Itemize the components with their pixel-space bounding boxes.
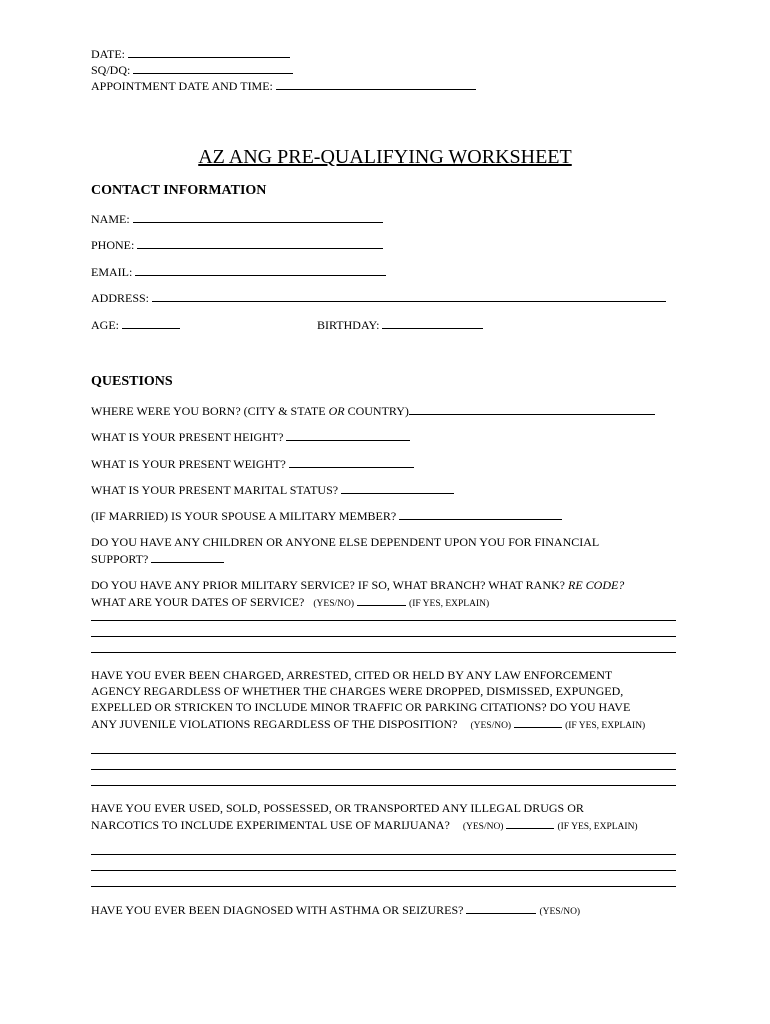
asthma-yesno: (YES/NO) [539, 907, 581, 917]
height-field[interactable] [286, 429, 410, 441]
drugs-question-line2 [91, 817, 638, 834]
military-yesno: (YES/NO) [313, 599, 355, 609]
questions-heading: QUESTIONS [91, 374, 173, 389]
appointment-row [91, 78, 476, 93]
height-question [91, 429, 410, 444]
sqdq-field[interactable] [133, 62, 293, 74]
military-explain-line-2[interactable] [91, 636, 676, 637]
asthma-question [91, 902, 580, 919]
law-text-4: ANY JUVENILE VIOLATIONS REGARDLESS OF THE DISPOSITION? [91, 717, 458, 731]
children-question-line1 [91, 535, 599, 549]
appointment-field[interactable] [276, 78, 476, 90]
born-text-post: COUNTRY) [344, 404, 409, 418]
military-yesno-field[interactable] [357, 594, 406, 606]
law-explain-line-2[interactable] [91, 769, 676, 770]
date-label: DATE: [91, 47, 125, 61]
drugs-question-line1 [91, 801, 584, 815]
law-if-yes: (IF YES, EXPLAIN) [565, 721, 646, 731]
military-question-line1 [91, 578, 624, 592]
spouse-question [91, 508, 562, 523]
sqdq-row [91, 62, 293, 77]
asthma-text: HAVE YOU EVER BEEN DIAGNOSED WITH ASTHMA OR SEIZURES? [91, 903, 464, 917]
military-text-recode: RE CODE? [567, 578, 625, 592]
name-row [91, 211, 383, 226]
drugs-explain-line-3[interactable] [91, 886, 676, 887]
spouse-field[interactable] [399, 508, 562, 520]
weight-text: WHAT IS YOUR PRESENT WEIGHT? [91, 457, 286, 471]
height-text: WHAT IS YOUR PRESENT HEIGHT? [91, 430, 284, 444]
email-row [91, 264, 386, 279]
date-row [91, 46, 290, 61]
law-question-line3 [91, 700, 630, 714]
address-row [91, 290, 666, 305]
spouse-text: (IF MARRIED) IS YOUR SPOUSE A MILITARY MEMBER? [91, 509, 397, 523]
birthday-row [317, 317, 483, 332]
marital-question [91, 482, 454, 497]
law-yesno: (YES/NO) [470, 721, 512, 731]
birthday-label: BIRTHDAY: [317, 318, 380, 332]
law-text-2: AGENCY REGARDLESS OF WHETHER THE CHARGES WERE DROPPED, DISMISSED, EXPUNGED, [91, 684, 624, 698]
military-if-yes: (IF YES, EXPLAIN) [409, 599, 490, 609]
name-field[interactable] [133, 211, 383, 223]
name-label: NAME: [91, 212, 130, 226]
drugs-if-yes: (IF YES, EXPLAIN) [557, 822, 638, 832]
military-explain-line-1[interactable] [91, 620, 676, 621]
law-question-line4 [91, 716, 645, 733]
date-field[interactable] [128, 46, 290, 58]
law-question-line1 [91, 668, 612, 682]
asthma-field[interactable] [466, 902, 536, 914]
law-text-3: EXPELLED OR STRICKEN TO INCLUDE MINOR TRAFFIC OR PARKING CITATIONS? DO YOU HAVE [91, 700, 631, 714]
drugs-text-1: HAVE YOU EVER USED, SOLD, POSSESSED, OR TRANSPORTED ANY ILLEGAL DRUGS OR [91, 801, 584, 815]
children-field[interactable] [151, 551, 224, 563]
military-explain-line-3[interactable] [91, 652, 676, 653]
drugs-explain-line-1[interactable] [91, 854, 676, 855]
military-text-1: DO YOU HAVE ANY PRIOR MILITARY SERVICE? IF SO, WHAT BRANCH? WHAT RANK? [91, 578, 568, 592]
email-field[interactable] [135, 264, 386, 276]
age-label: AGE: [91, 318, 119, 332]
phone-field[interactable] [137, 237, 383, 249]
children-text-1: DO YOU HAVE ANY CHILDREN OR ANYONE ELSE DEPENDENT UPON YOU FOR FINANCIAL [91, 535, 600, 549]
drugs-yesno-field[interactable] [506, 817, 554, 829]
law-yesno-field[interactable] [514, 716, 562, 728]
children-text-2: SUPPORT? [91, 552, 149, 566]
address-label: ADDRESS: [91, 291, 150, 305]
weight-field[interactable] [289, 456, 414, 468]
military-text-2: WHAT ARE YOUR DATES OF SERVICE? [91, 595, 305, 609]
law-text-1: HAVE YOU EVER BEEN CHARGED, ARRESTED, CITED OR HELD BY ANY LAW ENFORCEMENT [91, 668, 613, 682]
weight-question [91, 456, 414, 471]
children-question-line2 [91, 551, 224, 566]
born-text-pre: WHERE WERE YOU BORN? (CITY & STATE [91, 404, 329, 418]
marital-field[interactable] [341, 482, 454, 494]
email-label: EMAIL: [91, 265, 133, 279]
drugs-text-2: NARCOTICS TO INCLUDE EXPERIMENTAL USE OF MARIJUANA? [91, 818, 450, 832]
born-field[interactable] [409, 403, 655, 415]
address-field[interactable] [152, 290, 666, 302]
marital-text: WHAT IS YOUR PRESENT MARITAL STATUS? [91, 483, 339, 497]
birthday-field[interactable] [382, 317, 483, 329]
born-text-or: OR [328, 404, 345, 418]
law-explain-line-3[interactable] [91, 785, 676, 786]
law-explain-line-1[interactable] [91, 753, 676, 754]
page-title: AZ ANG PRE-QUALIFYING WORKSHEET [198, 146, 572, 168]
phone-label: PHONE: [91, 238, 135, 252]
drugs-explain-line-2[interactable] [91, 870, 676, 871]
law-question-line2 [91, 684, 623, 698]
drugs-yesno: (YES/NO) [462, 822, 504, 832]
age-field[interactable] [122, 317, 180, 329]
sqdq-label: SQ/DQ: [91, 63, 131, 77]
born-question [91, 403, 655, 418]
appointment-label: APPOINTMENT DATE AND TIME: [91, 79, 273, 93]
age-row [91, 317, 180, 332]
military-question-line2 [91, 594, 489, 611]
contact-heading: CONTACT INFORMATION [91, 183, 267, 198]
phone-row [91, 237, 383, 252]
